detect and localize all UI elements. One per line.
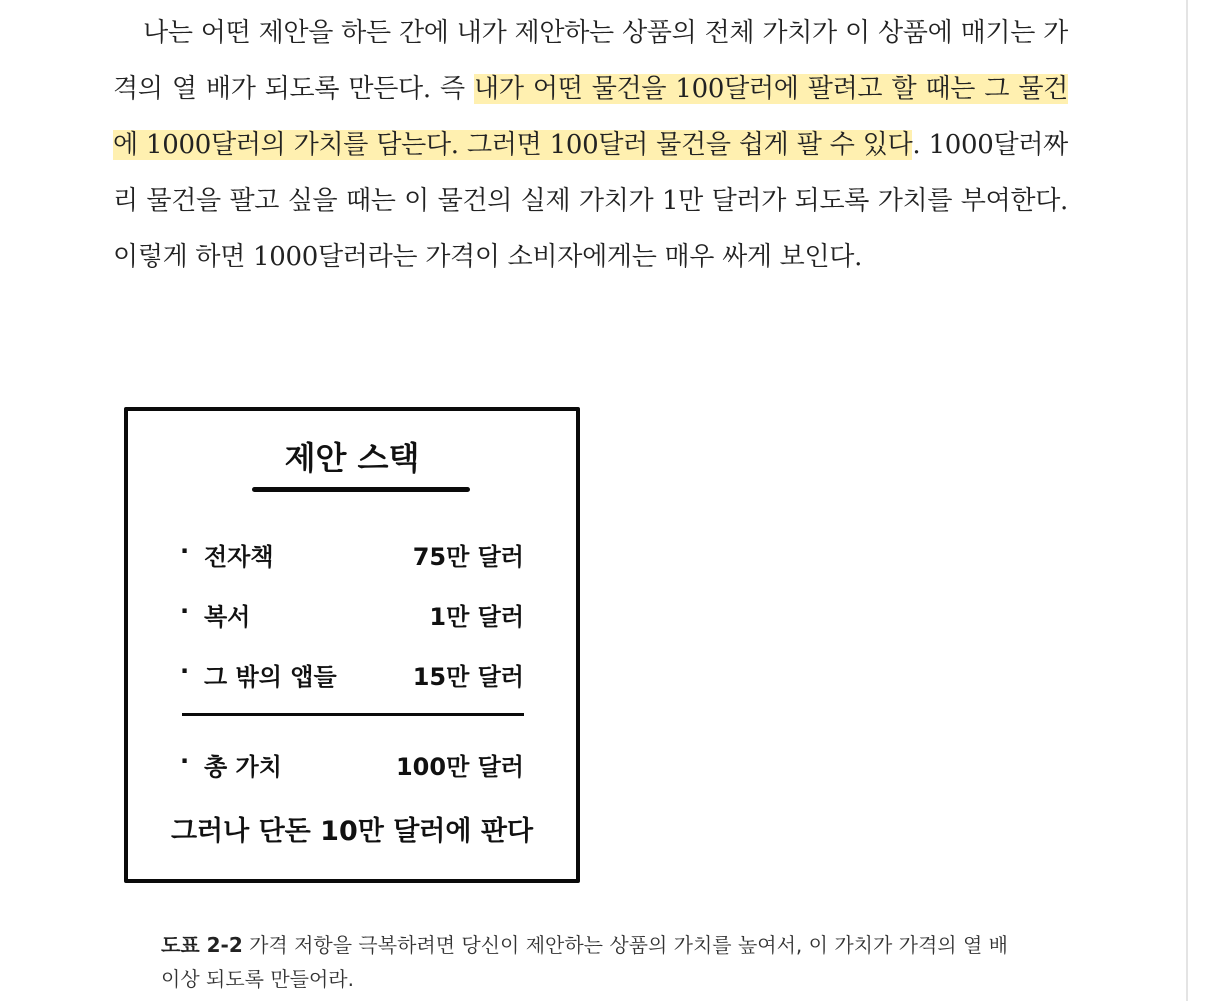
figure-title: 제안 스택 [284,439,420,477]
total-value: 100만 달러 [395,753,524,781]
offer-item-label: 전자책 [204,543,274,571]
paragraph-text-start: 나는 어떤 제안을 하든 간에 내가 제안하는 상품의 전체 가치가 이 상품에 매기는 가격의 열 배가 되도록 만든다. 즉 [113,18,1068,104]
offer-item-label: 복서 [204,603,251,631]
offer-item-row [180,597,524,633]
offer-item-label: 그 밖의 앱들 [204,663,337,691]
total-value-row [180,747,524,783]
price-conclusion: 그러나 단돈 10만 달러에 판다 [170,816,534,847]
total-divider [182,713,524,716]
offer-item-value: 15만 달러 [412,663,524,691]
caption-text: 가격 저항을 극복하려면 당신이 제안하는 상품의 가치를 높여서, 이 가치가 가격의 열 배 이상 되도록 만들어라. [161,933,1008,991]
offer-item-row [180,537,524,573]
offer-stack-figure [124,407,580,883]
offer-item-value: 1만 달러 [429,603,524,631]
figure-caption [161,928,1031,996]
bullet-icon: · [180,657,190,685]
body-paragraph [113,5,1068,285]
offer-item-value: 75만 달러 [412,543,524,571]
bullet-icon: · [180,537,190,565]
bullet-icon: · [180,597,190,625]
highlighted-passage[interactable]: 내가 어떤 물건을 100달러에 팔려고 할 때는 그 물건에 1000달러의 가치를 담는다. 그러면 100달러 물건을 쉽게 팔 수 있다 [113,74,1068,160]
total-label: 총 가치 [204,753,282,781]
page-edge-divider [1186,0,1188,1001]
offer-item-row [180,657,524,693]
paragraph-text-end: . 1000달러짜리 물건을 팔고 싶을 때는 이 물건의 실제 가치가 1만 달러가 되도록 가치를 부여한다. 이렇게 하면 1000달러라는 가격이 소비자에게는 매우 싸게 보인다. [113,130,1068,272]
title-underline [252,487,470,492]
figure-number: 도표 2-2 [161,933,243,957]
bullet-icon: · [180,747,190,775]
